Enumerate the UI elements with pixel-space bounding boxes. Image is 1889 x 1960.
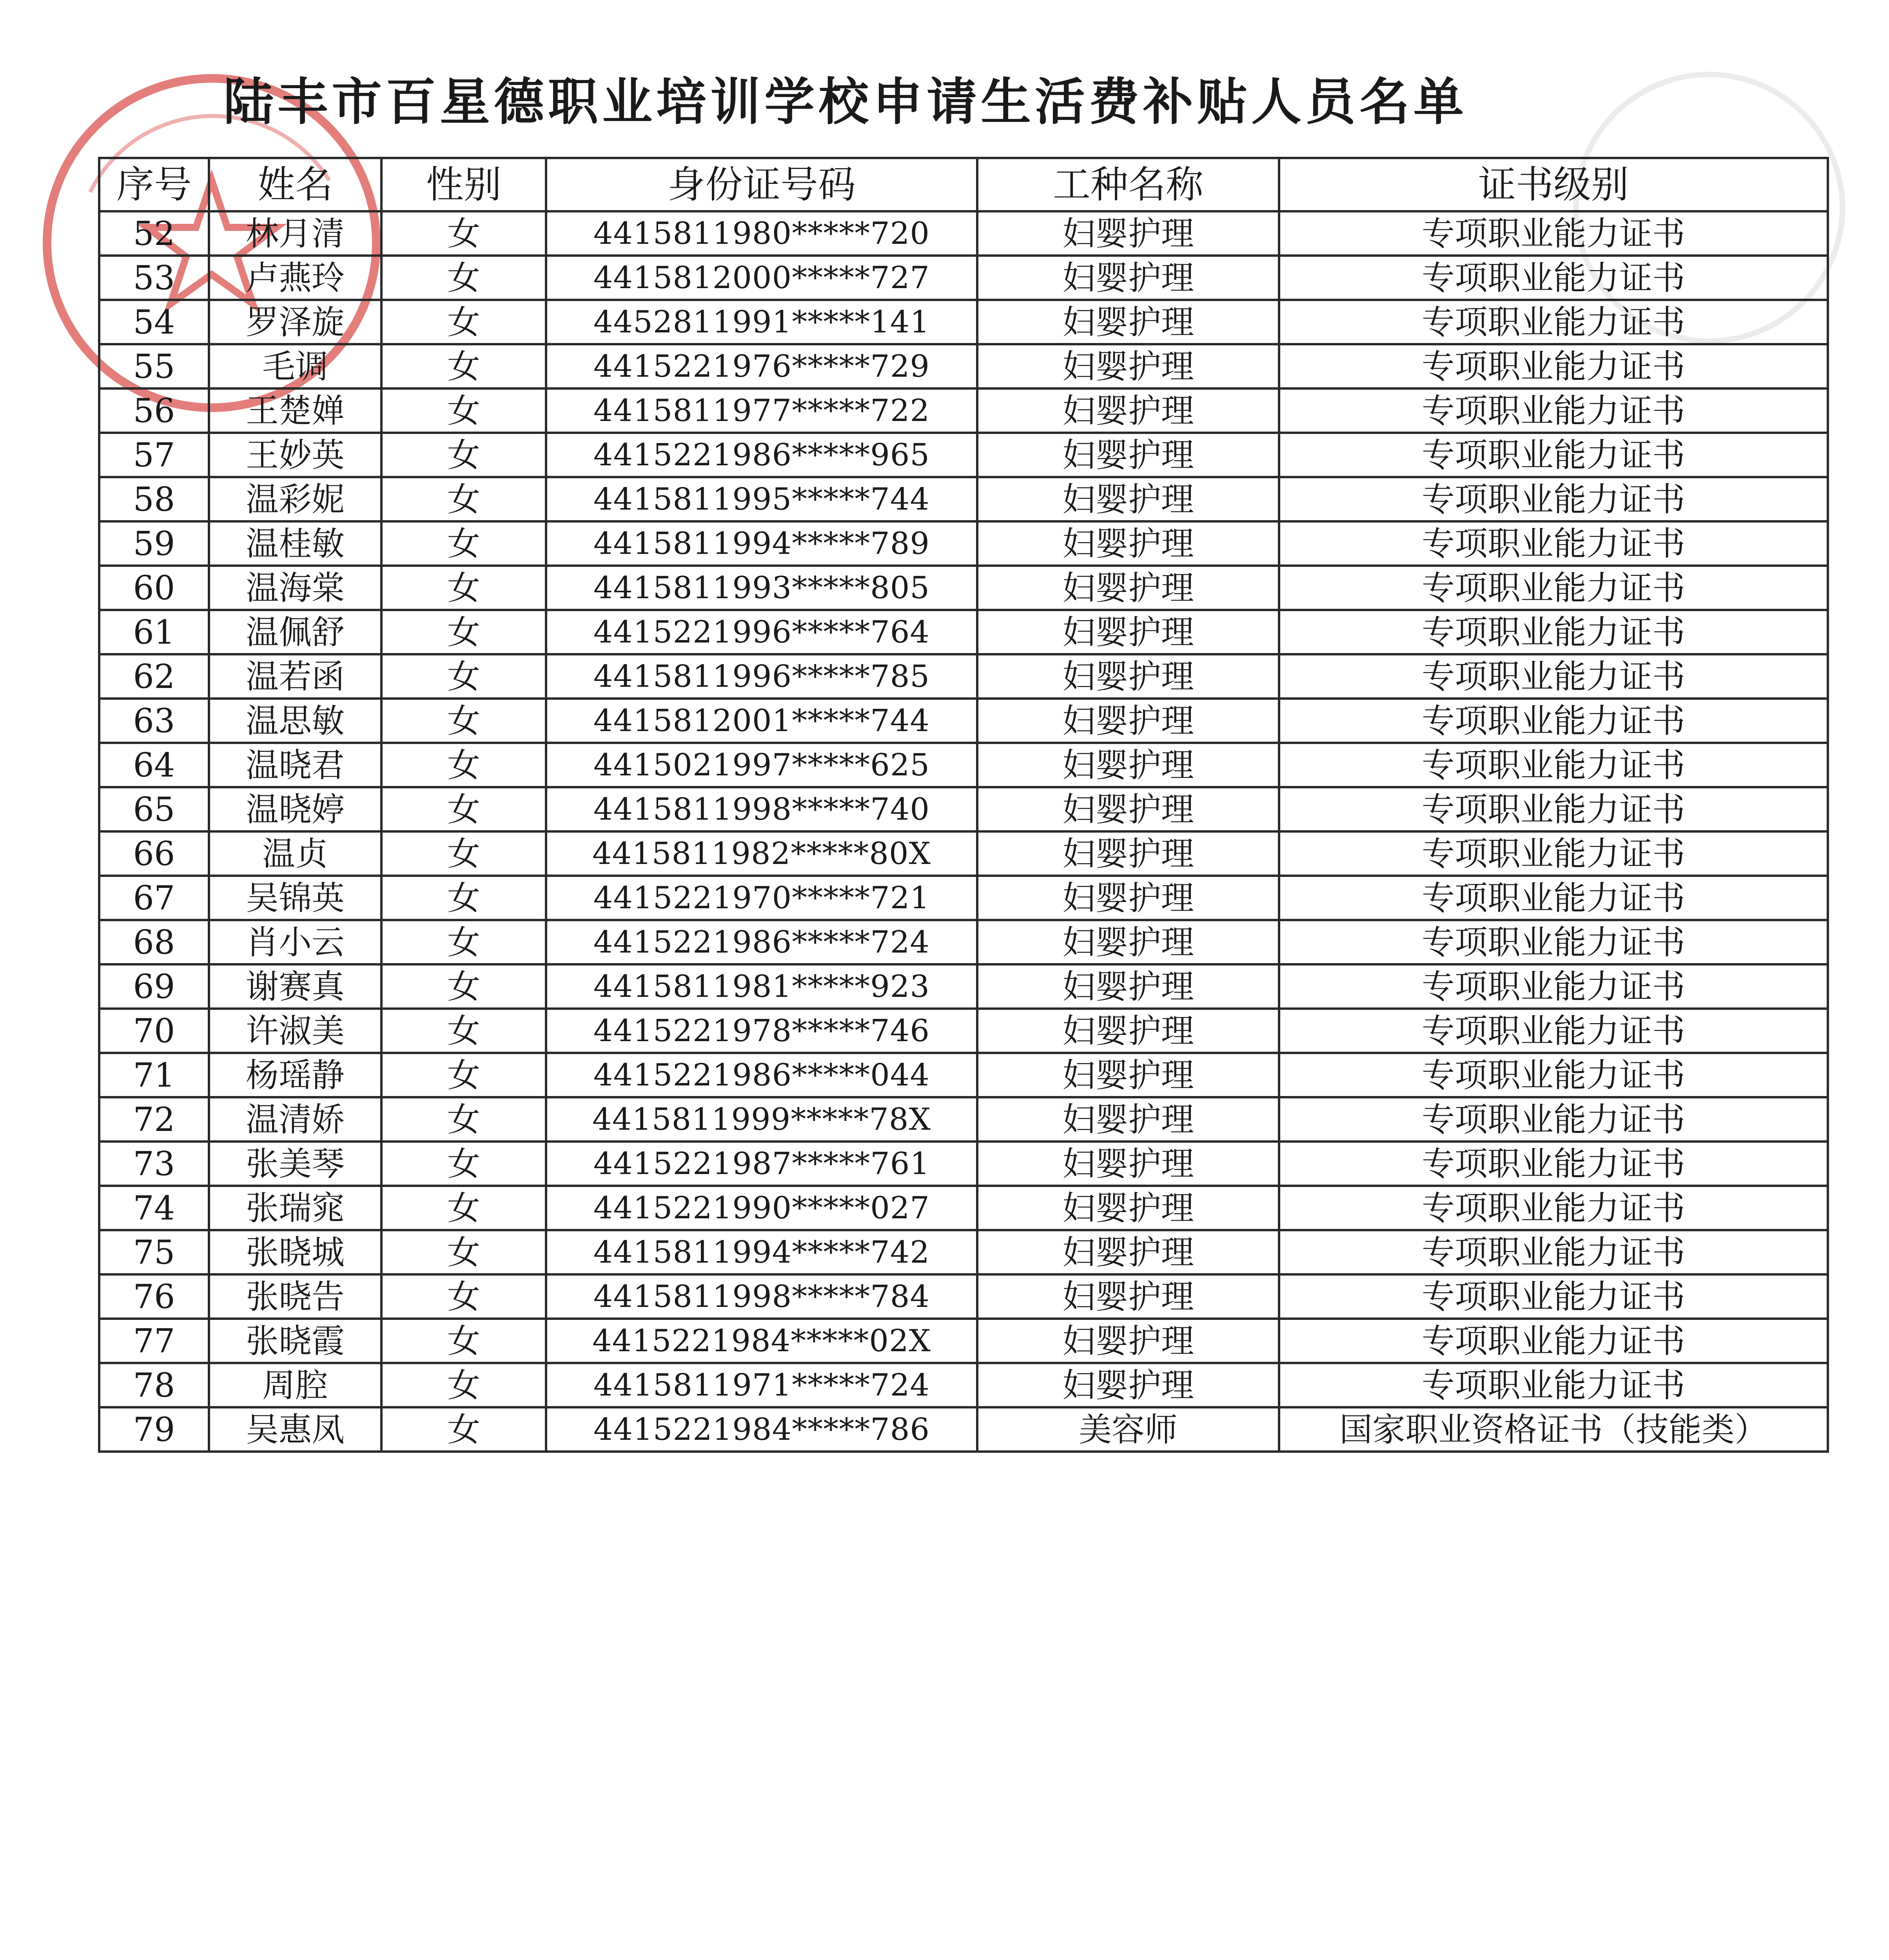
cell-trade: 妇婴护理 (977, 1142, 1279, 1186)
cell-trade: 妇婴护理 (977, 699, 1279, 743)
cell-no: 73 (99, 1142, 209, 1186)
cell-name: 温清娇 (209, 1097, 381, 1142)
table-row (99, 477, 1828, 521)
cell-id: 4415811998*****740 (546, 787, 977, 831)
cell-id: 4415221987*****761 (546, 1142, 977, 1186)
cell-gender: 女 (381, 1407, 546, 1452)
cell-trade: 妇婴护理 (977, 1097, 1279, 1142)
column-header-name: 姓名 (209, 158, 381, 211)
cell-id: 4415812000*****727 (546, 256, 977, 300)
cell-cert: 专项职业能力证书 (1279, 1009, 1828, 1053)
cell-id: 4415221978*****746 (546, 1009, 977, 1053)
cell-no: 57 (99, 433, 209, 477)
cell-cert: 专项职业能力证书 (1279, 388, 1828, 433)
cell-gender: 女 (381, 1274, 546, 1319)
cell-gender: 女 (381, 654, 546, 699)
cell-id: 4415221986*****965 (546, 433, 977, 477)
cell-trade: 妇婴护理 (977, 964, 1279, 1009)
cell-cert: 专项职业能力证书 (1279, 211, 1828, 256)
cell-id: 4415811971*****724 (546, 1363, 977, 1407)
cell-id: 4415811982*****80X (546, 831, 977, 876)
cell-gender: 女 (381, 1186, 546, 1230)
cell-id: 4415221984*****02X (546, 1319, 977, 1363)
table-row (99, 1363, 1828, 1407)
table-row (99, 1097, 1828, 1142)
table-row (99, 521, 1828, 566)
cell-no: 52 (99, 211, 209, 256)
cell-trade: 妇婴护理 (977, 1319, 1279, 1363)
cell-gender: 女 (381, 1053, 546, 1097)
table-row (99, 831, 1828, 876)
cell-cert: 专项职业能力证书 (1279, 787, 1828, 831)
cell-name: 王楚婵 (209, 388, 381, 433)
cell-no: 75 (99, 1230, 209, 1274)
cell-trade: 妇婴护理 (977, 876, 1279, 920)
cell-trade: 妇婴护理 (977, 1230, 1279, 1274)
table-row (99, 1186, 1828, 1230)
table-row (99, 300, 1828, 344)
cell-name: 温晓君 (209, 743, 381, 787)
cell-no: 62 (99, 654, 209, 699)
cell-gender: 女 (381, 521, 546, 566)
cell-name: 温桂敏 (209, 521, 381, 566)
cell-gender: 女 (381, 831, 546, 876)
table-row (99, 1009, 1828, 1053)
cell-cert: 专项职业能力证书 (1279, 344, 1828, 388)
table-body (99, 211, 1828, 1452)
cell-name: 张美琴 (209, 1142, 381, 1186)
cell-id: 4415811981*****923 (546, 964, 977, 1009)
cell-no: 76 (99, 1274, 209, 1319)
cell-name: 温佩舒 (209, 610, 381, 654)
cell-cert: 专项职业能力证书 (1279, 1319, 1828, 1363)
cell-id: 4415221996*****764 (546, 610, 977, 654)
cell-trade: 妇婴护理 (977, 1053, 1279, 1097)
cell-no: 74 (99, 1186, 209, 1230)
table-row (99, 964, 1828, 1009)
column-header-gender: 性别 (381, 158, 546, 211)
cell-no: 60 (99, 566, 209, 610)
cell-trade: 美容师 (977, 1407, 1279, 1452)
cell-name: 温思敏 (209, 699, 381, 743)
column-header-cert: 证书级别 (1279, 158, 1828, 211)
column-header-trade: 工种名称 (977, 158, 1279, 211)
cell-no: 54 (99, 300, 209, 344)
cell-trade: 妇婴护理 (977, 654, 1279, 699)
cell-no: 65 (99, 787, 209, 831)
cell-id: 4415811977*****722 (546, 388, 977, 433)
cell-trade: 妇婴护理 (977, 211, 1279, 256)
cell-no: 59 (99, 521, 209, 566)
cell-trade: 妇婴护理 (977, 256, 1279, 300)
cell-name: 吴锦英 (209, 876, 381, 920)
cell-no: 58 (99, 477, 209, 521)
table-header-row (99, 158, 1828, 211)
column-header-no: 序号 (99, 158, 209, 211)
column-header-id: 身份证号码 (546, 158, 977, 211)
table-row (99, 1142, 1828, 1186)
cell-id: 4415811993*****805 (546, 566, 977, 610)
cell-id: 4415021997*****625 (546, 743, 977, 787)
cell-no: 53 (99, 256, 209, 300)
cell-cert: 专项职业能力证书 (1279, 699, 1828, 743)
cell-trade: 妇婴护理 (977, 610, 1279, 654)
cell-name: 周腔 (209, 1363, 381, 1407)
cell-cert: 专项职业能力证书 (1279, 433, 1828, 477)
cell-trade: 妇婴护理 (977, 1274, 1279, 1319)
cell-trade: 妇婴护理 (977, 344, 1279, 388)
cell-trade: 妇婴护理 (977, 787, 1279, 831)
cell-cert: 专项职业能力证书 (1279, 831, 1828, 876)
cell-no: 67 (99, 876, 209, 920)
cell-id: 4415812001*****744 (546, 699, 977, 743)
cell-cert: 专项职业能力证书 (1279, 1142, 1828, 1186)
cell-trade: 妇婴护理 (977, 566, 1279, 610)
cell-cert: 专项职业能力证书 (1279, 920, 1828, 964)
cell-id: 4415221986*****044 (546, 1053, 977, 1097)
cell-trade: 妇婴护理 (977, 521, 1279, 566)
cell-no: 63 (99, 699, 209, 743)
cell-no: 77 (99, 1319, 209, 1363)
cell-trade: 妇婴护理 (977, 300, 1279, 344)
cell-gender: 女 (381, 743, 546, 787)
cell-gender: 女 (381, 699, 546, 743)
page-title: 陆丰市百星德职业培训学校申请生活费补贴人员名单 (223, 73, 1468, 131)
cell-name: 温彩妮 (209, 477, 381, 521)
cell-cert: 专项职业能力证书 (1279, 1274, 1828, 1319)
cell-cert: 专项职业能力证书 (1279, 1097, 1828, 1142)
cell-id: 4415811994*****789 (546, 521, 977, 566)
cell-no: 55 (99, 344, 209, 388)
cell-id: 4415811995*****744 (546, 477, 977, 521)
cell-id: 4415221970*****721 (546, 876, 977, 920)
table-row (99, 610, 1828, 654)
cell-trade: 妇婴护理 (977, 1186, 1279, 1230)
cell-cert: 专项职业能力证书 (1279, 566, 1828, 610)
cell-name: 温海棠 (209, 566, 381, 610)
cell-cert: 国家职业资格证书（技能类） (1279, 1407, 1828, 1452)
cell-no: 66 (99, 831, 209, 876)
cell-name: 温若函 (209, 654, 381, 699)
table-row (99, 1319, 1828, 1363)
cell-gender: 女 (381, 1097, 546, 1142)
table-row (99, 876, 1828, 920)
cell-trade: 妇婴护理 (977, 388, 1279, 433)
cell-name: 许淑美 (209, 1009, 381, 1053)
cell-cert: 专项职业能力证书 (1279, 654, 1828, 699)
cell-gender: 女 (381, 787, 546, 831)
cell-no: 69 (99, 964, 209, 1009)
cell-trade: 妇婴护理 (977, 920, 1279, 964)
cell-no: 61 (99, 610, 209, 654)
cell-no: 71 (99, 1053, 209, 1097)
table-row (99, 787, 1828, 831)
cell-no: 79 (99, 1407, 209, 1452)
cell-name: 吴惠凤 (209, 1407, 381, 1452)
cell-cert: 专项职业能力证书 (1279, 477, 1828, 521)
cell-trade: 妇婴护理 (977, 433, 1279, 477)
cell-name: 林月清 (209, 211, 381, 256)
cell-cert: 专项职业能力证书 (1279, 876, 1828, 920)
table-row (99, 433, 1828, 477)
cell-gender: 女 (381, 964, 546, 1009)
cell-id: 4415221986*****724 (546, 920, 977, 964)
table-row (99, 388, 1828, 433)
cell-name: 杨瑶静 (209, 1053, 381, 1097)
table-row (99, 699, 1828, 743)
cell-gender: 女 (381, 300, 546, 344)
cell-no: 68 (99, 920, 209, 964)
roster-table (98, 157, 1829, 1453)
table-row (99, 256, 1828, 300)
cell-name: 张晓告 (209, 1274, 381, 1319)
cell-gender: 女 (381, 477, 546, 521)
table-row (99, 1053, 1828, 1097)
cell-no: 56 (99, 388, 209, 433)
cell-no: 70 (99, 1009, 209, 1053)
cell-cert: 专项职业能力证书 (1279, 1230, 1828, 1274)
cell-gender: 女 (381, 433, 546, 477)
cell-cert: 专项职业能力证书 (1279, 1053, 1828, 1097)
cell-gender: 女 (381, 1142, 546, 1186)
cell-gender: 女 (381, 566, 546, 610)
cell-trade: 妇婴护理 (977, 1009, 1279, 1053)
table-row (99, 566, 1828, 610)
cell-id: 4415811994*****742 (546, 1230, 977, 1274)
cell-trade: 妇婴护理 (977, 1363, 1279, 1407)
cell-name: 毛调 (209, 344, 381, 388)
cell-no: 72 (99, 1097, 209, 1142)
cell-name: 肖小云 (209, 920, 381, 964)
cell-gender: 女 (381, 256, 546, 300)
table-row (99, 1230, 1828, 1274)
cell-cert: 专项职业能力证书 (1279, 743, 1828, 787)
cell-cert: 专项职业能力证书 (1279, 256, 1828, 300)
cell-name: 卢燕玲 (209, 256, 381, 300)
cell-trade: 妇婴护理 (977, 477, 1279, 521)
cell-name: 张晓霞 (209, 1319, 381, 1363)
table-row (99, 1274, 1828, 1319)
cell-id: 4452811991*****141 (546, 300, 977, 344)
cell-name: 罗泽旋 (209, 300, 381, 344)
cell-cert: 专项职业能力证书 (1279, 1186, 1828, 1230)
cell-trade: 妇婴护理 (977, 831, 1279, 876)
cell-id: 4415811996*****785 (546, 654, 977, 699)
cell-gender: 女 (381, 211, 546, 256)
cell-gender: 女 (381, 920, 546, 964)
cell-name: 张晓城 (209, 1230, 381, 1274)
cell-cert: 专项职业能力证书 (1279, 521, 1828, 566)
table-row (99, 1407, 1828, 1452)
cell-no: 64 (99, 743, 209, 787)
cell-gender: 女 (381, 1230, 546, 1274)
cell-cert: 专项职业能力证书 (1279, 610, 1828, 654)
cell-gender: 女 (381, 610, 546, 654)
cell-gender: 女 (381, 344, 546, 388)
cell-id: 4415811998*****784 (546, 1274, 977, 1319)
cell-id: 4415221984*****786 (546, 1407, 977, 1452)
cell-gender: 女 (381, 1009, 546, 1053)
table-row (99, 344, 1828, 388)
cell-name: 谢赛真 (209, 964, 381, 1009)
cell-gender: 女 (381, 1319, 546, 1363)
cell-gender: 女 (381, 1363, 546, 1407)
cell-name: 温晓婷 (209, 787, 381, 831)
cell-name: 张瑞窕 (209, 1186, 381, 1230)
cell-name: 王妙英 (209, 433, 381, 477)
cell-cert: 专项职业能力证书 (1279, 964, 1828, 1009)
cell-id: 4415811999*****78X (546, 1097, 977, 1142)
cell-gender: 女 (381, 388, 546, 433)
cell-id: 4415811980*****720 (546, 211, 977, 256)
cell-name: 温贞 (209, 831, 381, 876)
table-row (99, 920, 1828, 964)
cell-no: 78 (99, 1363, 209, 1407)
cell-cert: 专项职业能力证书 (1279, 300, 1828, 344)
table-row (99, 743, 1828, 787)
cell-cert: 专项职业能力证书 (1279, 1363, 1828, 1407)
cell-id: 4415221976*****729 (546, 344, 977, 388)
table-row (99, 211, 1828, 256)
cell-gender: 女 (381, 876, 546, 920)
cell-id: 4415221990*****027 (546, 1186, 977, 1230)
cell-trade: 妇婴护理 (977, 743, 1279, 787)
table-row (99, 654, 1828, 699)
